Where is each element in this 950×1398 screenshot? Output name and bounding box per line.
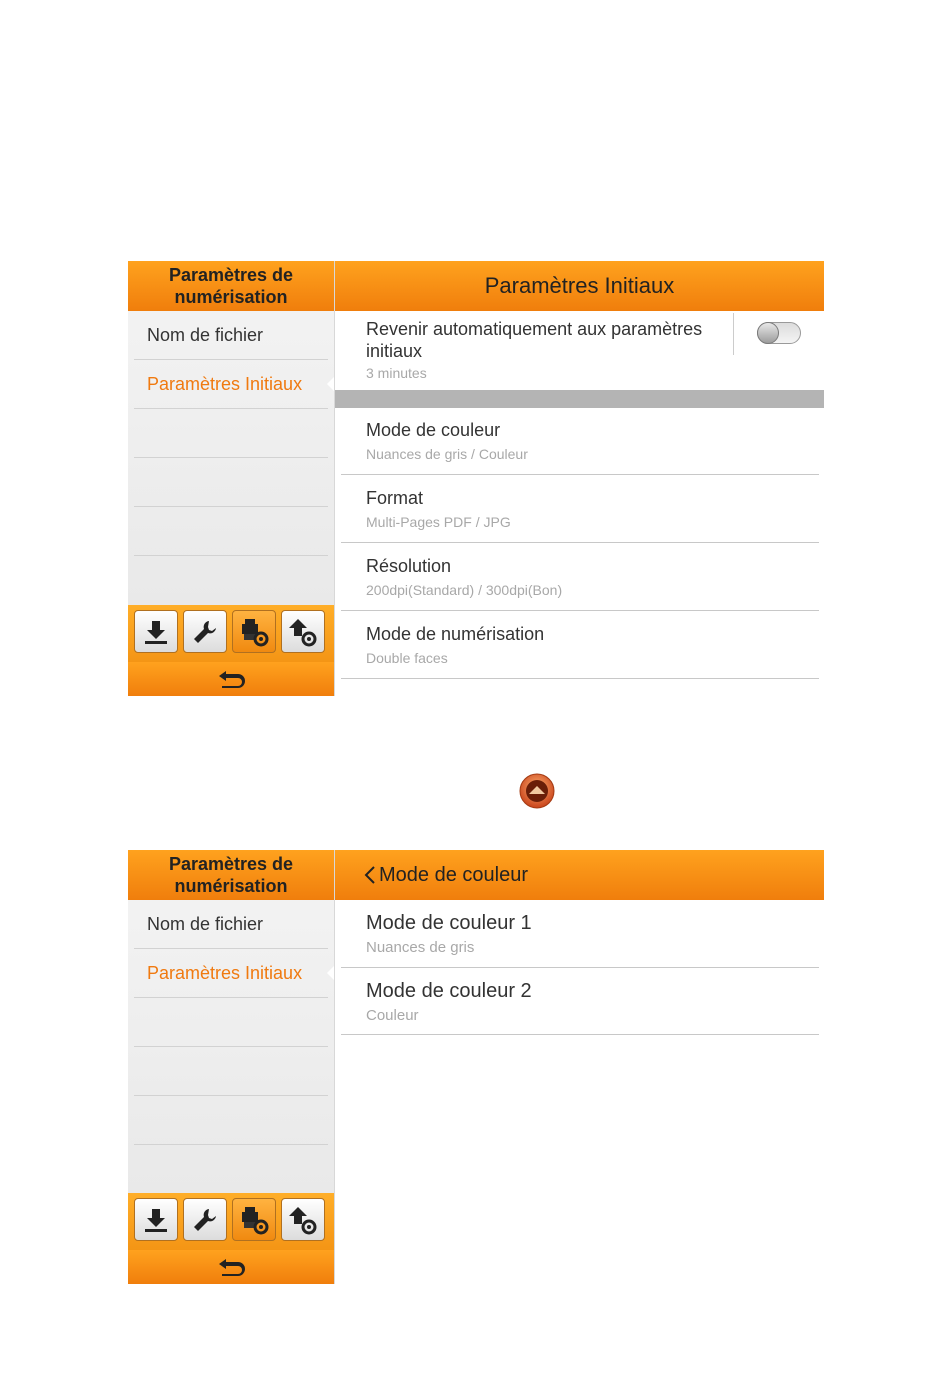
toolbar	[128, 605, 334, 662]
download-button[interactable]	[134, 1198, 178, 1241]
upload-settings-icon	[287, 616, 319, 648]
back-button[interactable]	[128, 1250, 334, 1284]
settings-screen-color-mode	[128, 850, 823, 1284]
download-button[interactable]	[134, 610, 178, 653]
list-item-sub: Double faces	[366, 650, 448, 666]
list-item-sub: Couleur	[366, 1007, 419, 1024]
list-item-mode-de-couleur-1[interactable]	[341, 901, 819, 968]
sidebar-item-nom-de-fichier[interactable]: Nom de fichier	[134, 311, 328, 360]
divider	[733, 313, 734, 355]
main-panel	[334, 261, 824, 696]
auto-reset-toggle[interactable]	[757, 322, 801, 344]
toggle-knob	[757, 322, 779, 344]
page-title: Paramètres Initiaux	[335, 261, 824, 311]
chevron-left-icon	[363, 865, 377, 885]
sidebar-header	[128, 261, 334, 311]
list-item-resolution[interactable]	[341, 544, 819, 611]
download-icon	[142, 1206, 170, 1234]
sidebar-item-empty	[134, 1047, 328, 1096]
auto-reset-title-line2: initiaux	[366, 341, 423, 361]
list-item-sub: Multi-Pages PDF / JPG	[366, 514, 511, 530]
list-item-title: Mode de couleur 1	[366, 912, 532, 934]
sidebar-item-nom-de-fichier[interactable]: Nom de fichier	[134, 900, 328, 949]
list-item-title: Format	[366, 488, 424, 508]
list-item-sub: 200dpi(Standard) / 300dpi(Bon)	[366, 582, 563, 598]
sidebar-list	[128, 311, 334, 556]
scanner-settings-icon	[238, 1204, 270, 1236]
scanner-settings-button[interactable]	[232, 1198, 276, 1241]
auto-reset-title-line1: Revenir automatiquement aux paramètres	[366, 319, 703, 339]
sidebar-header-line1: Paramètres de	[168, 265, 294, 285]
main-panel	[334, 850, 824, 1284]
sidebar	[128, 261, 334, 696]
settings-screen-initial	[128, 261, 823, 696]
auto-reset-title	[366, 318, 702, 362]
sidebar-item-empty	[134, 409, 328, 458]
sidebar-header-line2: numérisation	[174, 287, 288, 307]
sidebar-item-empty	[134, 458, 328, 507]
back-arrow-icon	[216, 1256, 246, 1278]
list-item-format[interactable]	[341, 476, 819, 543]
scanner-settings-button[interactable]	[232, 610, 276, 653]
upload-settings-button[interactable]	[281, 1198, 325, 1241]
next-step-arrow-icon	[519, 773, 555, 809]
back-button[interactable]	[128, 662, 334, 696]
wrench-icon	[191, 1206, 219, 1234]
download-icon	[142, 618, 170, 646]
list-item-mode-de-numerisation[interactable]	[341, 612, 819, 679]
sidebar-item-empty	[134, 998, 328, 1047]
list-item-mode-de-couleur-2[interactable]	[341, 969, 819, 1035]
toolbar	[128, 1193, 334, 1250]
sidebar-item-parametres-initiaux[interactable]: Paramètres Initiaux	[134, 360, 328, 409]
list-item-title: Résolution	[366, 556, 452, 576]
page-title: Mode de couleur	[379, 863, 528, 886]
list-item-mode-de-couleur[interactable]	[341, 408, 819, 475]
auto-reset-sub: 3 minutes	[366, 365, 427, 381]
sidebar-header-line2: numérisation	[174, 876, 288, 896]
scanner-settings-icon	[238, 616, 270, 648]
list-item-title: Mode de numérisation	[366, 624, 545, 644]
page-title-back[interactable]	[335, 850, 824, 900]
back-arrow-icon	[216, 668, 246, 690]
auto-reset-row[interactable]	[341, 313, 819, 387]
list-item-title: Mode de couleur 2	[366, 980, 532, 1002]
list-item-title: Mode de couleur	[366, 420, 501, 440]
wrench-icon	[191, 618, 219, 646]
sidebar-item-parametres-initiaux[interactable]: Paramètres Initiaux	[134, 949, 328, 998]
list-item-sub: Nuances de gris / Couleur	[366, 446, 528, 462]
sidebar	[128, 850, 334, 1284]
upload-settings-button[interactable]	[281, 610, 325, 653]
sidebar-item-empty	[134, 507, 328, 556]
wrench-button[interactable]	[183, 610, 227, 653]
sidebar-header-line1: Paramètres de	[168, 854, 294, 874]
sidebar-item-empty	[134, 1096, 328, 1145]
sidebar-list	[128, 900, 334, 1145]
section-divider	[335, 390, 824, 408]
upload-settings-icon	[287, 1204, 319, 1236]
sidebar-header	[128, 850, 334, 900]
list-item-sub: Nuances de gris	[366, 939, 475, 956]
wrench-button[interactable]	[183, 1198, 227, 1241]
